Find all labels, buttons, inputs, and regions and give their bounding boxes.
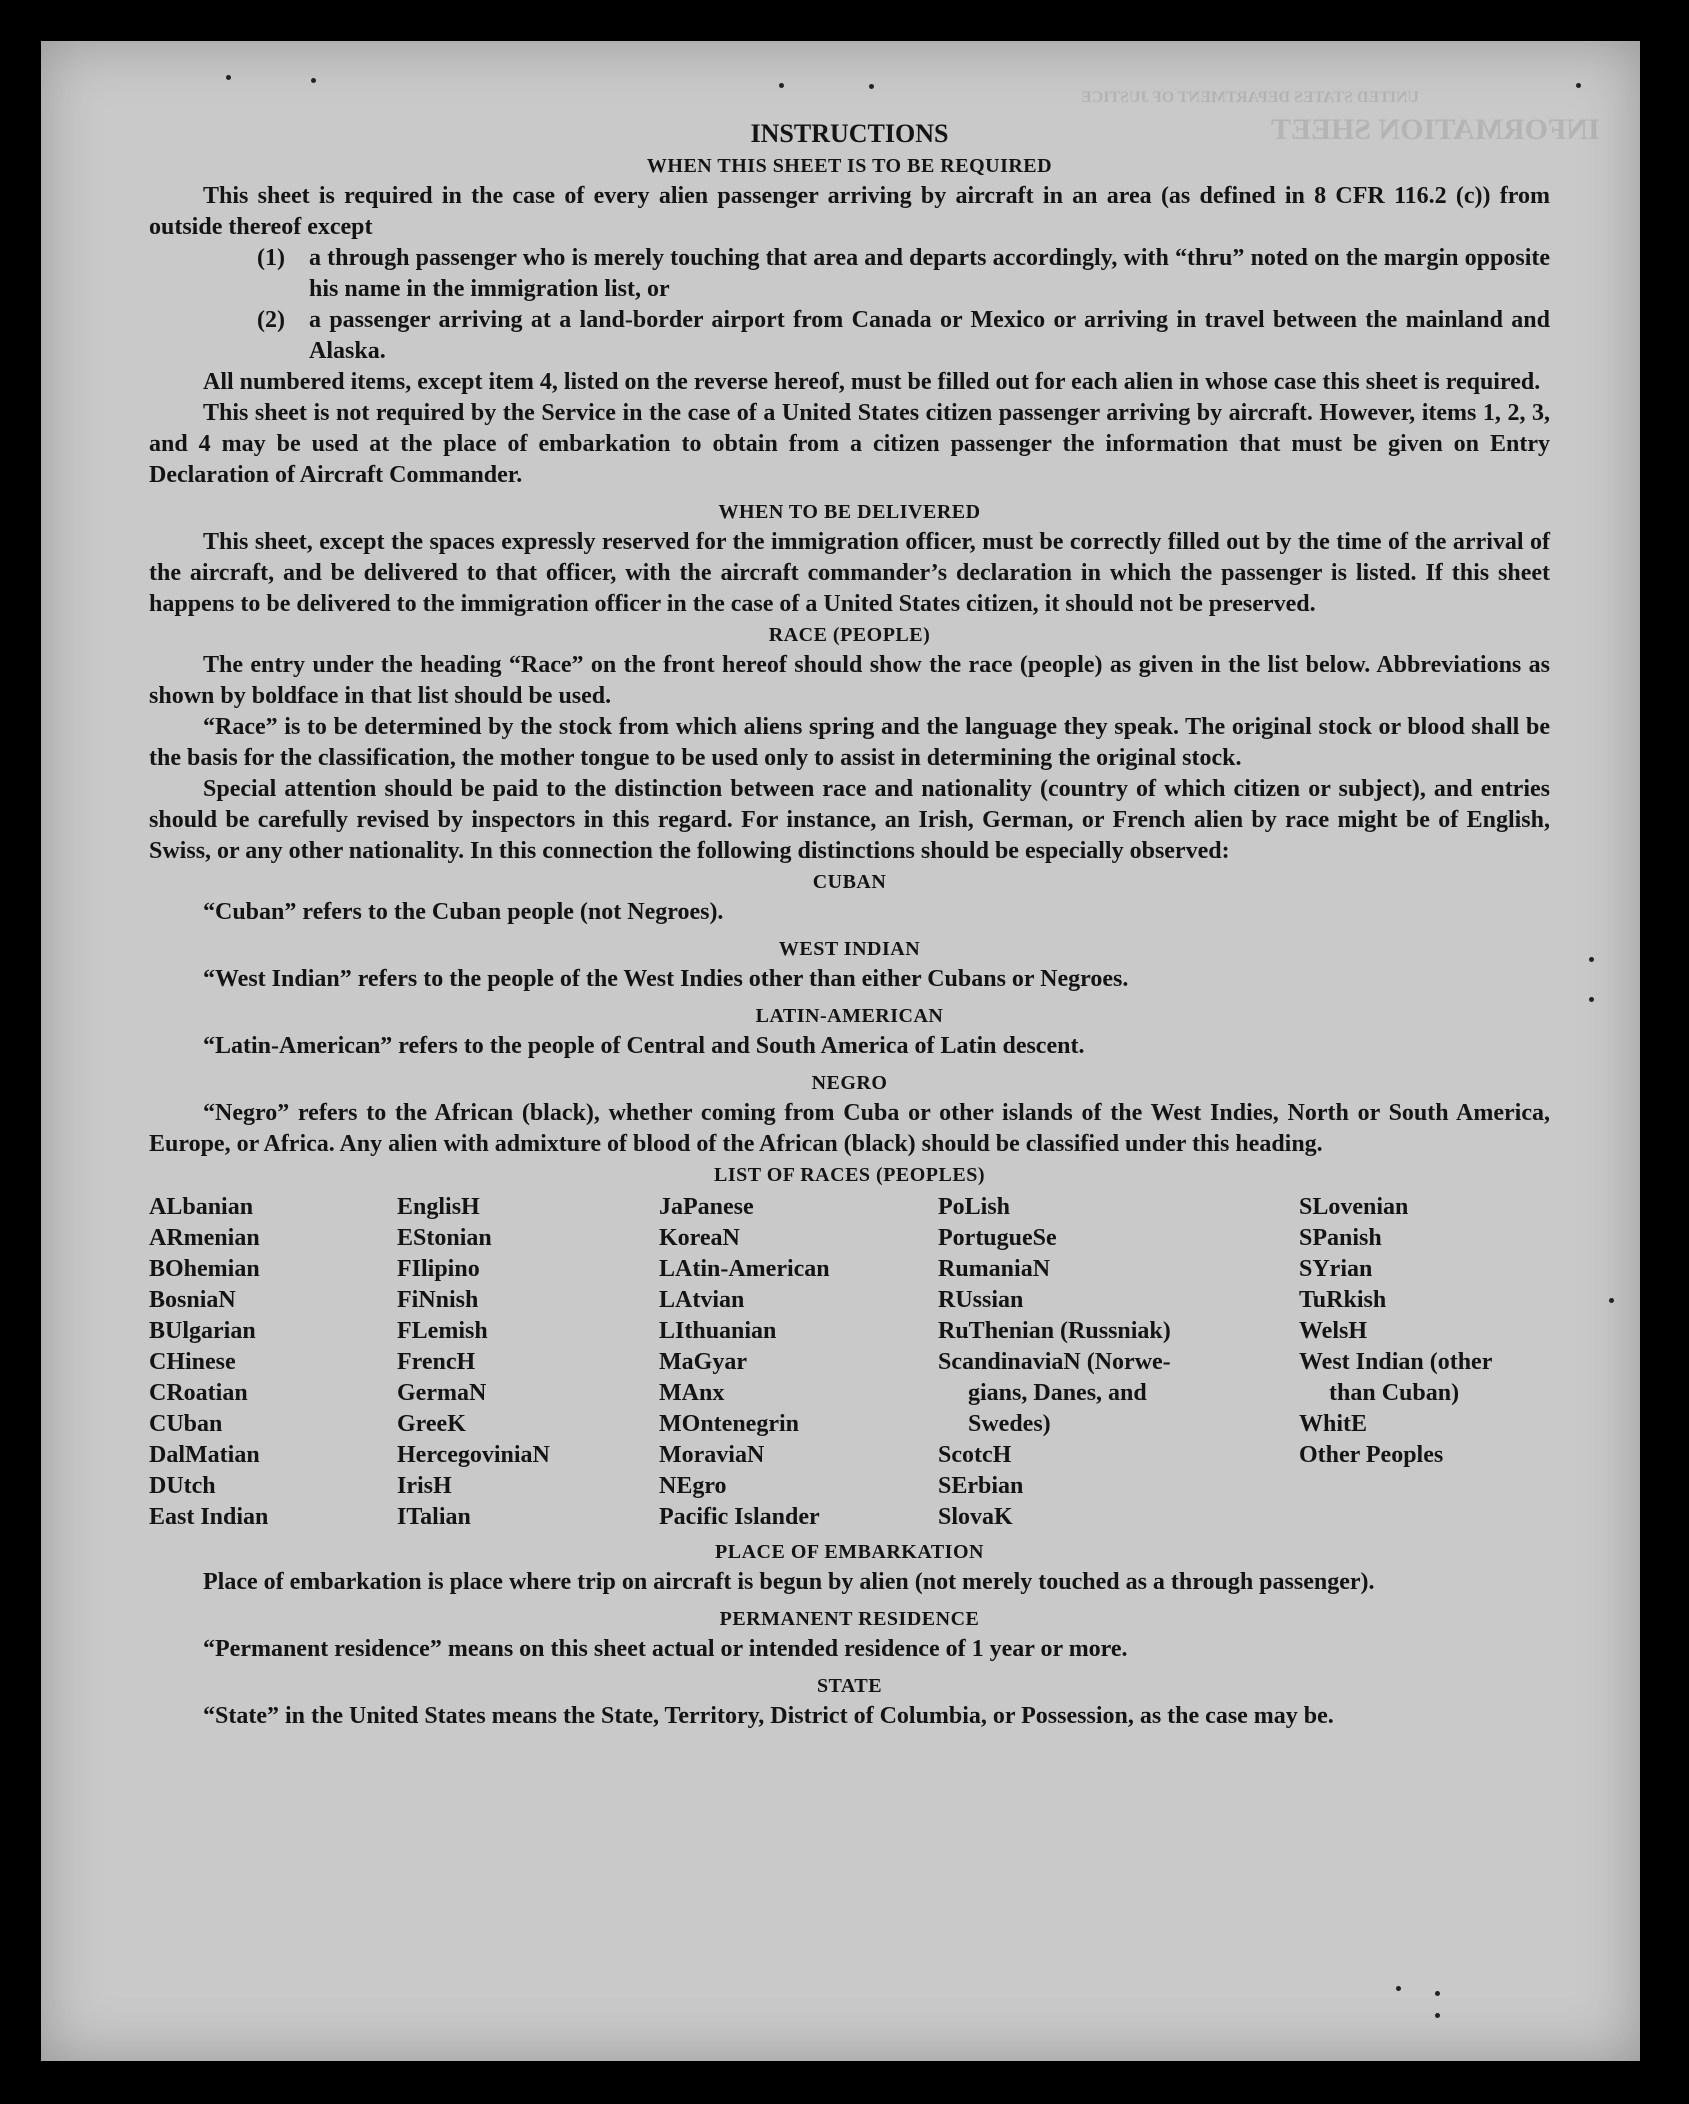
race-entry: EStonian bbox=[397, 1225, 492, 1251]
citizen-paragraph: This sheet is not required by the Service in the case of a United States citizen passenger arriving by aircraft. However, items 1, 2, 3, and 4 may be used at the place of embarkation to obtain from a citizen passenger the information that must be given on Entry Declaration of Aircraft Commander. bbox=[149, 400, 1550, 488]
race-entry: Pacific Islander bbox=[659, 1504, 820, 1530]
scan-speck bbox=[226, 75, 231, 80]
scan-speck bbox=[1589, 957, 1594, 962]
race-entry: RumaniaN bbox=[938, 1256, 1051, 1282]
race-entry: ARmenian bbox=[149, 1225, 260, 1251]
race-entry: DUtch bbox=[149, 1473, 216, 1499]
heading-race: RACE (PEOPLE) bbox=[768, 624, 931, 646]
heading-when-required: WHEN THIS SHEET IS TO BE REQUIRED bbox=[646, 155, 1053, 177]
heading-when-delivered: WHEN TO BE DELIVERED bbox=[718, 501, 981, 523]
race-entry: RUssian bbox=[938, 1287, 1024, 1313]
race-column-5 bbox=[1299, 1192, 1550, 1533]
exception-text: a through passenger who is merely touching that area and departs accordingly, with “thru” noted on the margin opposite his name in the immigration list, or bbox=[309, 245, 1550, 302]
race-entry: IrisH bbox=[397, 1473, 452, 1499]
required-intro: This sheet is required in the case of every alien passenger arriving by aircraft in an area (as defined in 8 CFR 116.2 (c)) from outside thereof except bbox=[149, 183, 1550, 240]
race-entry: Swedes) bbox=[968, 1411, 1051, 1437]
race-entry: CRoatian bbox=[149, 1380, 248, 1406]
race-entry: BUlgarian bbox=[149, 1318, 256, 1344]
race-entry: Other Peoples bbox=[1299, 1442, 1444, 1468]
race-entry: GreeK bbox=[397, 1411, 466, 1437]
race-entry: FrencH bbox=[397, 1349, 476, 1375]
race-entry: SYrian bbox=[1299, 1256, 1373, 1282]
delivered-paragraph: This sheet, except the spaces expressly reserved for the immigration officer, must be correctly filled out by the time of the arrival of the aircraft, and be delivered to that officer, with the aircraft commander’s declaration in which the passenger is listed. If this sheet happens to be delivered to the immigration officer in the case of a United States citizen, it should not be preserved. bbox=[149, 529, 1550, 617]
scan-speck bbox=[779, 83, 784, 88]
race-entry: SlovaK bbox=[938, 1504, 1013, 1530]
race-entry: PoLish bbox=[938, 1194, 1011, 1220]
exception-text: a passenger arriving at a land-border airport from Canada or Mexico or arriving in travel between the mainland and Alaska. bbox=[309, 307, 1550, 364]
race-entry: GermaN bbox=[397, 1380, 487, 1406]
scan-speck bbox=[1576, 83, 1581, 88]
bleed-through-text: INFORMATION SHEET bbox=[1271, 113, 1600, 146]
race-entry: than Cuban) bbox=[1329, 1380, 1460, 1406]
race-entry: KoreaN bbox=[659, 1225, 740, 1251]
race-column-3 bbox=[659, 1192, 938, 1533]
race-entry: BOhemian bbox=[149, 1256, 260, 1282]
race-entry: WhitE bbox=[1299, 1411, 1368, 1437]
heading-west-indian: WEST INDIAN bbox=[778, 938, 921, 960]
numbered-items-paragraph: All numbered items, except item 4, listed on the reverse hereof, must be filled out for each alien in whose case this sheet is required. bbox=[203, 369, 1541, 395]
race-column-2 bbox=[397, 1192, 659, 1533]
race-entry: PortugueSe bbox=[938, 1225, 1057, 1251]
heading-permanent-residence: PERMANENT RESIDENCE bbox=[719, 1608, 980, 1630]
heading-state: STATE bbox=[816, 1675, 883, 1697]
race-entry: BosniaN bbox=[149, 1287, 236, 1313]
race-entry: RuThenian (Russniak) bbox=[938, 1318, 1171, 1344]
exception-item bbox=[149, 243, 1550, 305]
race-list-table bbox=[149, 1192, 1550, 1533]
heading-negro: NEGRO bbox=[811, 1072, 888, 1094]
race-entry: NEgro bbox=[659, 1473, 727, 1499]
negro-definition: “Negro” refers to the African (black), whether coming from Cuba or other islands of the West Indies, North or South America, Europe, or Africa. Any alien with admixture of blood of the African (black) should be classified under this heading. bbox=[149, 1100, 1550, 1157]
race-entry: CUban bbox=[149, 1411, 223, 1437]
race-entry: DalMatian bbox=[149, 1442, 260, 1468]
race-entry: HercegoviniaN bbox=[397, 1442, 550, 1468]
race-entry: JaPanese bbox=[659, 1194, 754, 1220]
race-entry: MAnx bbox=[659, 1380, 725, 1406]
race-column-1 bbox=[149, 1192, 397, 1533]
scan-speck bbox=[869, 84, 874, 89]
race-entry: SErbian bbox=[938, 1473, 1024, 1499]
race-entry: West Indian (other bbox=[1299, 1349, 1493, 1375]
race-entry: MOntenegrin bbox=[659, 1411, 799, 1437]
heading-latin-american: LATIN-AMERICAN bbox=[755, 1005, 944, 1027]
race-entry: FIlipino bbox=[397, 1256, 480, 1282]
race-entry: SLovenian bbox=[1299, 1194, 1409, 1220]
scan-speck bbox=[1609, 1298, 1614, 1303]
cuban-definition: “Cuban” refers to the Cuban people (not Negroes). bbox=[203, 899, 724, 925]
scan-speck bbox=[1396, 1986, 1401, 1991]
race-paragraph-1: The entry under the heading “Race” on the front hereof should show the race (people) as given in the list below. Abbreviations as shown by boldface in that list should be used. bbox=[149, 652, 1550, 709]
race-entry: TuRkish bbox=[1299, 1287, 1387, 1313]
exception-number: (1) bbox=[257, 245, 285, 271]
race-entry: East Indian bbox=[149, 1504, 269, 1530]
instructions-content bbox=[149, 117, 1550, 1732]
race-entry: LAtin-American bbox=[659, 1256, 830, 1282]
embarkation-definition: Place of embarkation is place where trip on aircraft is begun by alien (not merely touched as a through passenger). bbox=[203, 1569, 1375, 1595]
heading-list-of-races: LIST OF RACES (PEOPLES) bbox=[713, 1164, 985, 1186]
scan-speck bbox=[1589, 997, 1594, 1002]
scan-speck bbox=[1435, 2013, 1440, 2018]
latin-american-definition: “Latin-American” refers to the people of Central and South America of Latin descent. bbox=[203, 1033, 1085, 1059]
race-entry: FLemish bbox=[397, 1318, 488, 1344]
race-entry: FiNnish bbox=[397, 1287, 479, 1313]
race-entry: CHinese bbox=[149, 1349, 236, 1375]
state-definition: “State” in the United States means the State, Territory, District of Columbia, or Possession, as the case may be. bbox=[203, 1703, 1334, 1729]
race-entry: LAtvian bbox=[659, 1287, 745, 1313]
exception-number: (2) bbox=[257, 307, 285, 333]
race-paragraph-3: Special attention should be paid to the distinction between race and nationality (country of which citizen or subject), and entries should be carefully revised by inspectors in this regard. For instance, an Irish, German, or French alien by race might be of English, Swiss, or any other nationality. In this connection the following distinctions should be especially observed: bbox=[149, 776, 1550, 864]
race-entry: EnglisH bbox=[397, 1194, 480, 1220]
race-entry: LIthuanian bbox=[659, 1318, 777, 1344]
race-column-4 bbox=[938, 1192, 1299, 1533]
bleed-through-text: UNITED STATES DEPARTMENT OF JUSTICE bbox=[1081, 89, 1420, 106]
heading-place-of-embarkation: PLACE OF EMBARKATION bbox=[715, 1541, 984, 1563]
race-entry: ScotcH bbox=[938, 1442, 1012, 1468]
scan-speck bbox=[1435, 1991, 1440, 1996]
race-entry: gians, Danes, and bbox=[968, 1380, 1147, 1406]
race-paragraph-2: “Race” is to be determined by the stock from which aliens spring and the language they speak. The original stock or blood shall be the basis for the classification, the mother tongue to be used only to assist in determining the original stock. bbox=[149, 714, 1550, 771]
residence-definition: “Permanent residence” means on this sheet actual or intended residence of 1 year or more. bbox=[203, 1636, 1128, 1662]
race-entry: WelsH bbox=[1299, 1318, 1368, 1344]
scan-speck bbox=[311, 78, 316, 83]
race-entry: MoraviaN bbox=[659, 1442, 765, 1468]
race-entry: SPanish bbox=[1299, 1225, 1382, 1251]
west-indian-definition: “West Indian” refers to the people of the West Indies other than either Cubans or Negroes. bbox=[203, 966, 1129, 992]
exception-item bbox=[149, 305, 1550, 367]
heading-cuban: CUBAN bbox=[812, 871, 887, 893]
race-entry: ALbanian bbox=[149, 1194, 254, 1220]
race-entry: ScandinaviaN (Norwe- bbox=[938, 1349, 1171, 1375]
race-entry: ITalian bbox=[397, 1504, 471, 1530]
page-title: INSTRUCTIONS bbox=[750, 119, 949, 148]
race-entry: MaGyar bbox=[659, 1349, 747, 1375]
